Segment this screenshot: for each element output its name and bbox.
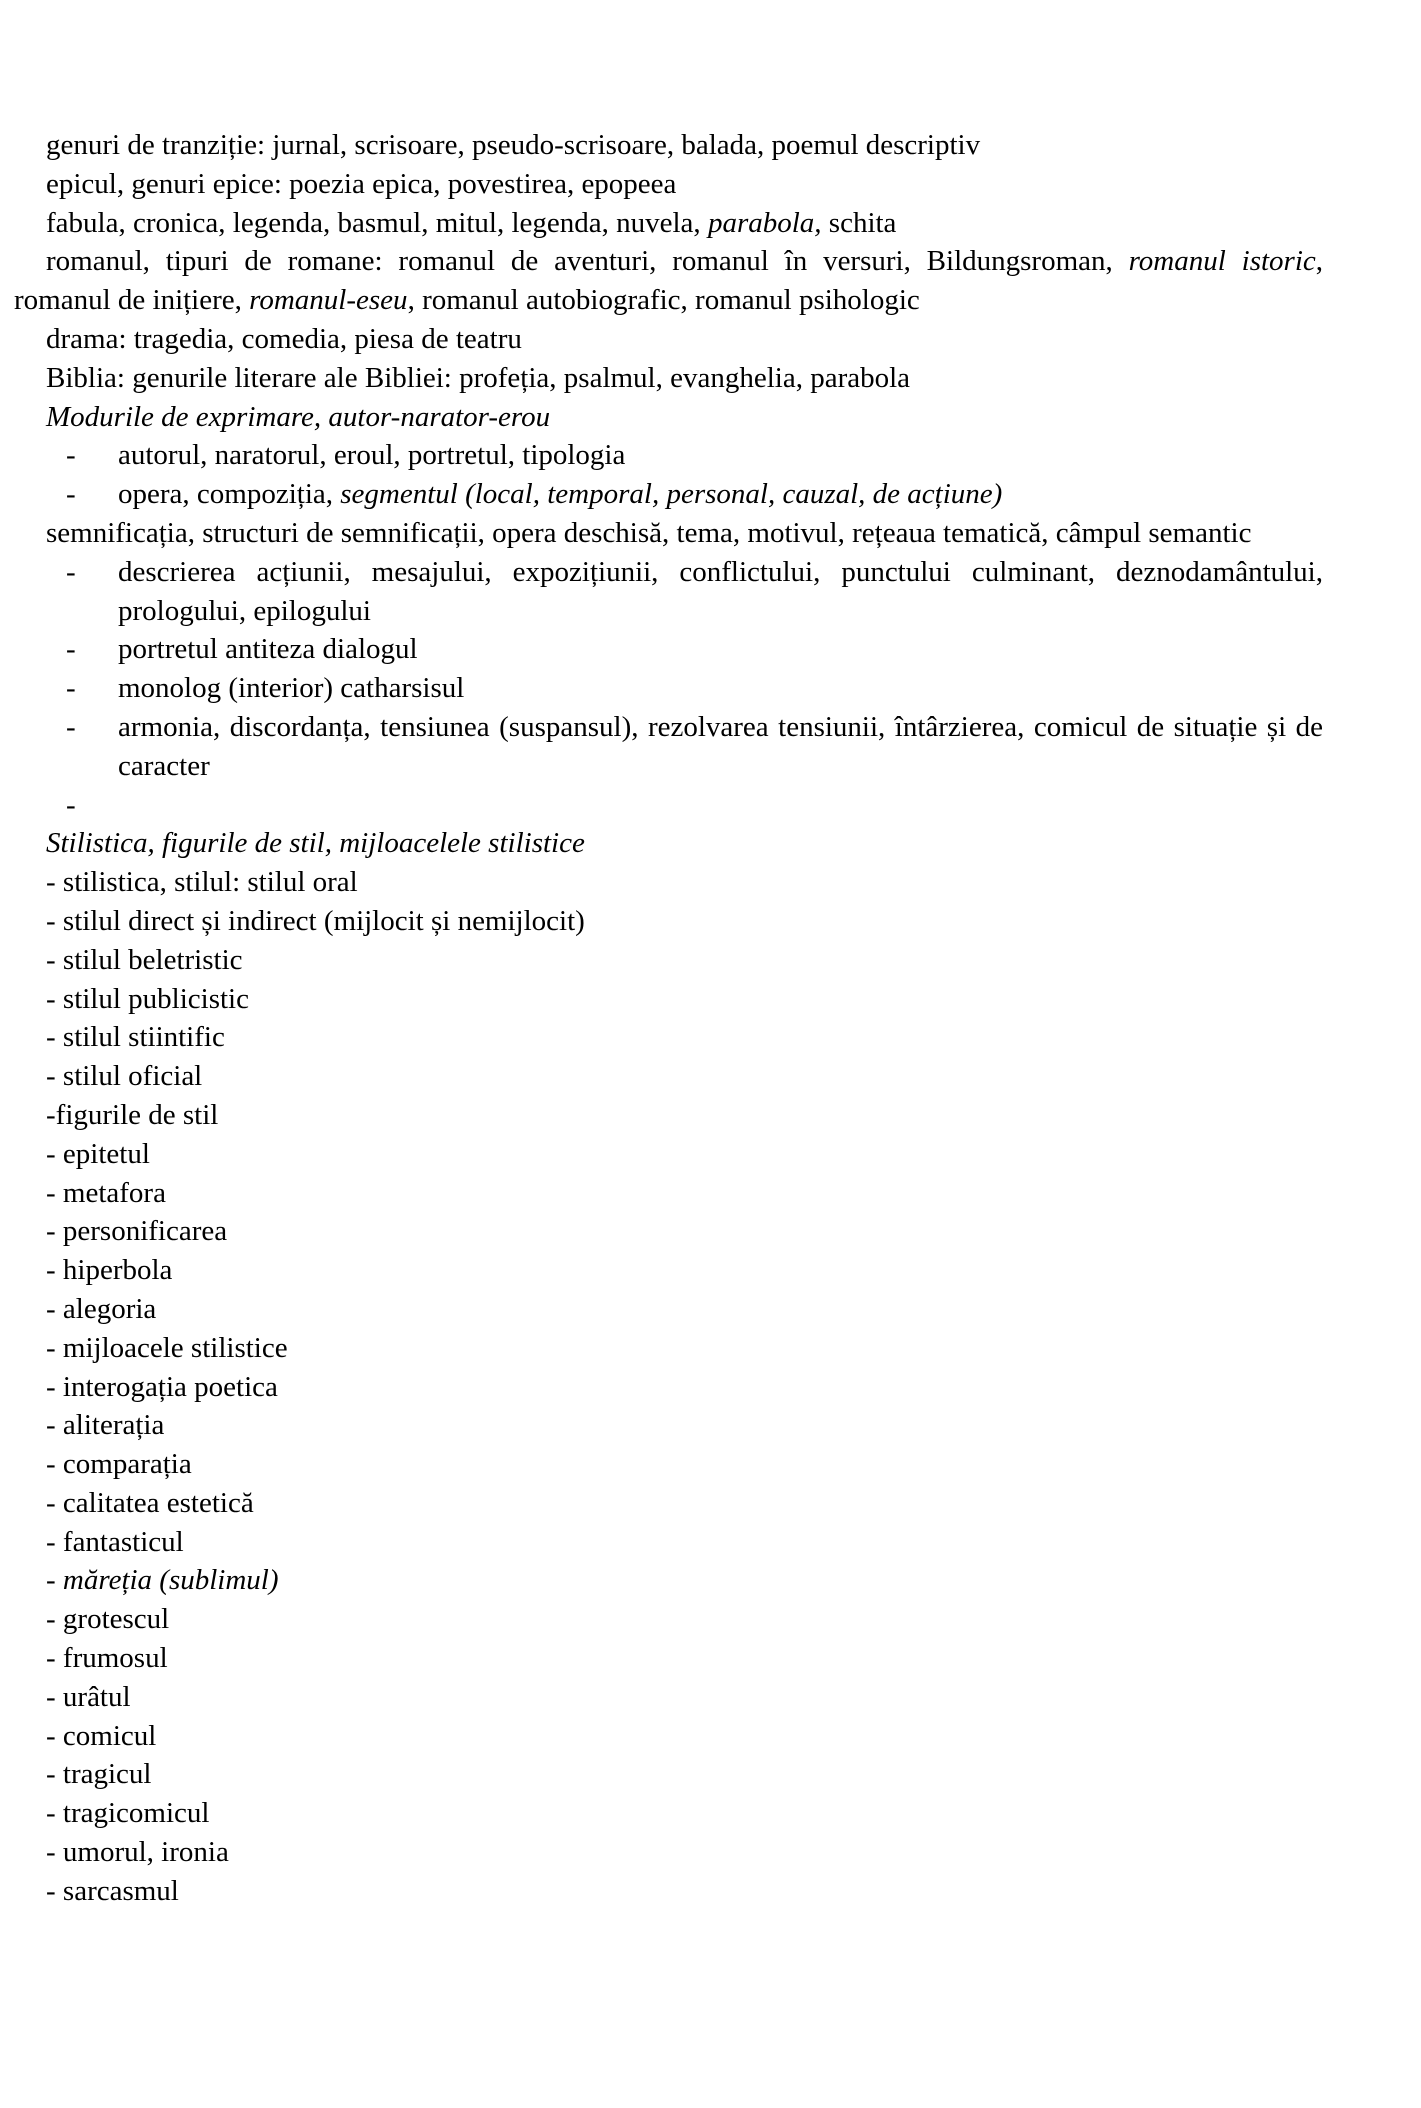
dash-marker: - <box>66 710 76 743</box>
text-segment: fabula, cronica, legenda, basmul, mitul, legenda, nuvela, <box>46 206 708 239</box>
list-item: - stilul direct și indirect (mijlocit și nemijlocit) <box>46 904 585 937</box>
text-segment: - <box>46 1564 63 1597</box>
list-item <box>14 553 1323 631</box>
text-segment: , romanul autobiografic, romanul psihologic <box>407 284 920 317</box>
line-meaning: semnificația, structuri de semnificații, opera deschisă, tema, motivul, rețeaua tematică, câmpul semantic <box>46 516 1252 549</box>
list-item <box>14 669 1323 708</box>
italic-segment: parabola, <box>707 206 822 239</box>
list-item: - mijloacele stilistice <box>46 1331 288 1364</box>
list-item: - metafora <box>46 1176 166 1209</box>
dash-marker: - <box>66 672 76 705</box>
dash-marker: - <box>66 439 76 472</box>
line-drama: drama: tragedia, comedia, piesa de teatru <box>46 322 522 355</box>
list-item: - sarcasmul <box>46 1874 179 1907</box>
list-item-text <box>118 475 1323 514</box>
italic-segment: segmentul (local, temporal, personal, cauzal, de acțiune) <box>340 478 1003 511</box>
line-novel-types <box>14 242 1323 320</box>
line-transition-genres: genuri de tranziție: jurnal, scrisoare, pseudo-scrisoare, balada, poemul descriptiv <box>46 129 981 161</box>
list-item: - tragicomicul <box>46 1797 210 1830</box>
list-item: - umorul, ironia <box>46 1836 229 1869</box>
list-item: - stilul stiintific <box>46 1021 225 1054</box>
text-segment: romanul, tipuri de romane: romanul de aventuri, romanul în versuri, Bildungsroman, <box>46 245 1129 278</box>
italic-segment: romanul-eseu <box>249 284 408 317</box>
stylistics-list <box>14 863 1323 1911</box>
dash-marker: - <box>66 633 76 666</box>
text-segment: schita <box>821 206 897 239</box>
list-item-text: monolog (interior) catharsisul <box>118 672 465 705</box>
list-item: - comparația <box>46 1448 192 1481</box>
section-heading-stylistics: Stilistica, figurile de stil, mijloacelele stilistice <box>46 827 585 860</box>
list-item: - grotescul <box>46 1603 170 1636</box>
list-item: - stilul oficial <box>46 1060 203 1093</box>
list-item <box>14 475 1323 514</box>
list-item: - epitetul <box>46 1137 150 1170</box>
list-item: - aliterația <box>46 1409 165 1442</box>
list-item: - stilul publicistic <box>46 982 249 1015</box>
list-item-text: armonia, discordanța, tensiunea (suspansul), rezolvarea tensiunii, întârzierea, comicul de situație și de caracter <box>118 710 1323 782</box>
list-item: - comicul <box>46 1719 157 1752</box>
list-item: - calitatea estetică <box>46 1486 254 1519</box>
list-item <box>14 1561 1323 1600</box>
list-item <box>14 786 1323 825</box>
list-item: - fantasticul <box>46 1525 184 1558</box>
list-item: - tragicul <box>46 1758 152 1791</box>
list-item <box>14 436 1323 475</box>
dash-marker: - <box>66 478 76 511</box>
list-item: - stilistica, stilul: stilul oral <box>46 866 358 899</box>
text-segment: , romanul de inițiere, <box>14 245 1323 317</box>
italic-segment: romanul istoric <box>1128 245 1316 278</box>
dash-marker: - <box>66 788 76 821</box>
list-item-text: descrierea acțiunii, mesajului, expozițiunii, conflictului, punctului culminant, deznodamântului, prologului, epilogului <box>118 555 1323 627</box>
list-item: - personificarea <box>46 1215 228 1248</box>
list-item: - frumosul <box>46 1642 168 1675</box>
text-segment: opera, compoziția, <box>118 478 341 511</box>
italic-segment: măreția (sublimul) <box>62 1564 279 1597</box>
list-item <box>14 708 1323 786</box>
list-item: - hiperbola <box>46 1254 173 1287</box>
line-epic-forms <box>14 204 1323 243</box>
list-item <box>14 630 1323 669</box>
line-epic-genres: epicul, genuri epice: poezia epica, povestirea, epopeea <box>46 167 677 200</box>
list-item-text: autorul, naratorul, eroul, portretul, tipologia <box>118 439 626 472</box>
list-item: - alegoria <box>46 1292 157 1325</box>
section-heading-modes: Modurile de exprimare, autor-narator-erou <box>46 400 551 433</box>
list-item: - stilul beletristic <box>46 943 243 976</box>
list-item-text: portretul antiteza dialogul <box>118 633 418 666</box>
list-item: - urâtul <box>46 1680 131 1713</box>
list-item: - interogația poetica <box>46 1370 278 1403</box>
list-item: -figurile de stil <box>46 1098 219 1131</box>
line-bible: Biblia: genurile literare ale Bibliei: profeția, psalmul, evanghelia, parabola <box>46 361 911 394</box>
dash-marker: - <box>66 555 76 588</box>
